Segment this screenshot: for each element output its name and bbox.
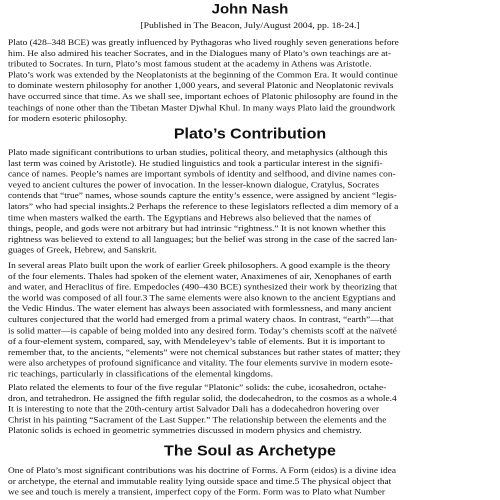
text-line: and water, and Heraclitus of fire. Empedocles (490–430 BCE) synthesized their work by theorizing that [8,283,398,293]
text-line: veyed to ancient cultures the power of invocation. In the lesser-known dialogue, Cratylus, Socrates [8,181,380,191]
text-line: time when masters walked the earth. The Egyptians and Hebrews also believed that the names of [8,214,372,224]
text-line: of a four-element system, compared, say, with Mendeleyev’s table of elements. But it is important to [8,337,385,347]
section-heading-platos-contribution: Plato’s Contribution [173,126,327,143]
text-line: or archetype, the eternal and immutable reality lying outside space and time.5 The physical object that [8,477,392,487]
text-line: Plato made significant contributions to urban studies, political theory, and metaphysics (although this [8,149,388,159]
text-line: cultures conjectured that the world had emerged from a primal watery chaos. In contrast, “earth”—that [8,316,394,325]
text-line: Platonic solids is echoed in geometric symmetries discussed in modern physics and chemistry. [8,426,362,436]
paragraph-platonic-solids [8,383,495,437]
text-line: things, people, and gods were not arbitrary but had intrinsic “rightness.” It is not known whether this [8,224,386,234]
text-line: guages of Greek, Hebrew, and Sanskrit. [8,246,157,256]
text-line: contends that “true” names, whose sounds capture the entity’s essence, were assigned by ancient “legis- [8,192,397,202]
text-line: Plato related the elements to four of the five regular “Platonic” solids: the cube, icosahedron, octahe- [8,383,387,393]
publication-note: [Published in The Beacon, July/August 2004, pp. 18-24.] [140,20,360,31]
text-line: Plato (428–348 BCE) was greatly influenced by Pythagoras who lived roughly seven generations before [8,39,399,49]
text-line: tributed to Socrates. In turn, Plato’s most famous student at the academy in Athens was Aristotle. [8,60,372,70]
text-line: we see and touch is merely a transient, imperfect copy of the Form. Form was to Plato what Number [8,488,385,498]
paragraph-elements [8,261,495,380]
text-line: for modern esoteric philosophy. [8,115,128,124]
section-heading-soul-as-archetype: The Soul as Archetype [164,444,336,460]
text-line: have occurred since that time. As we shall see, important echoes of Platonic philosophy are found in the [8,93,398,103]
text-line: rightness was believed to extend to all languages; but the belief was strong in the case of the sacred lan- [8,235,398,245]
text-line: cance of names. People’s names are important symbols of identity and selfhood, and divine names con- [8,170,396,180]
author-name: John Nash [211,1,289,17]
text-line: the Vedic Hindus. The water element has always been associated with formlessness, and many ancient [8,305,392,315]
text-line: In several areas Plato built upon the work of earlier Greek philosophers. A good example is the theory [8,261,391,271]
text-line: dron, and tetrahedron. He assigned the fifth regular solid, the dodecahedron, to the cosmos as a whole.4 [8,394,397,404]
text-line: of the four elements. Thales had spoken of the element water, Anaximenes of air, Xenophanes of earth [8,272,392,282]
text-line: teachings of none other than the Tibetan Master Djwhal Khul. In many ways Plato laid the groundwork [8,104,396,114]
text-line: lators” who had special insights.2 Perhaps the reference to these legislators reflected a dim memory of a [8,203,399,213]
text-line: Plato’s work was extended by the Neoplatonists at the beginning of the Common Era. It would continue [8,71,398,81]
text-line: One of Plato’s most significant contributions was his doctrine of Forms. A Form (eidos) is a divine idea [8,466,396,476]
text-line: remember that, to the ancients, “elements” were not chemical substances but rather states of matter; they [8,348,401,358]
text-line: It is interesting to note that the 20th-century artist Salvador Dali has a dodecahedron hovering over [8,405,379,415]
text-line: is solid matter—is capable of being molded into any desired form. Today’s chemists scoff at the naïveté [8,326,397,336]
intro-paragraph [8,38,495,125]
text-line: Christ in his painting “Sacrament of the Last Supper.” The relationship between the elements and the [8,415,387,425]
paragraph-forms [8,466,495,498]
text-line: last term was coined by Aristotle). He studied linguistics and took a particular interest in the signifi- [8,160,383,170]
text-line: him. He also admired his teacher Socrates, and in the Dialogues many of Plato’s own teachings are at- [8,50,391,60]
text-line: the world was composed of all four.3 The same elements were also known to the ancient Egyptians and [8,294,396,304]
paragraph-names [8,148,495,256]
text-line: to dominate western philosophy for another 1,000 years, and several Platonic and Neoplatonic revivals [8,82,394,92]
text-line: were also archetypes of profound significance and vitality. The four elements survive in modern esote- [8,359,393,369]
text-line: ric teachings, particularly in classifications of the elemental kingdoms. [8,370,274,380]
